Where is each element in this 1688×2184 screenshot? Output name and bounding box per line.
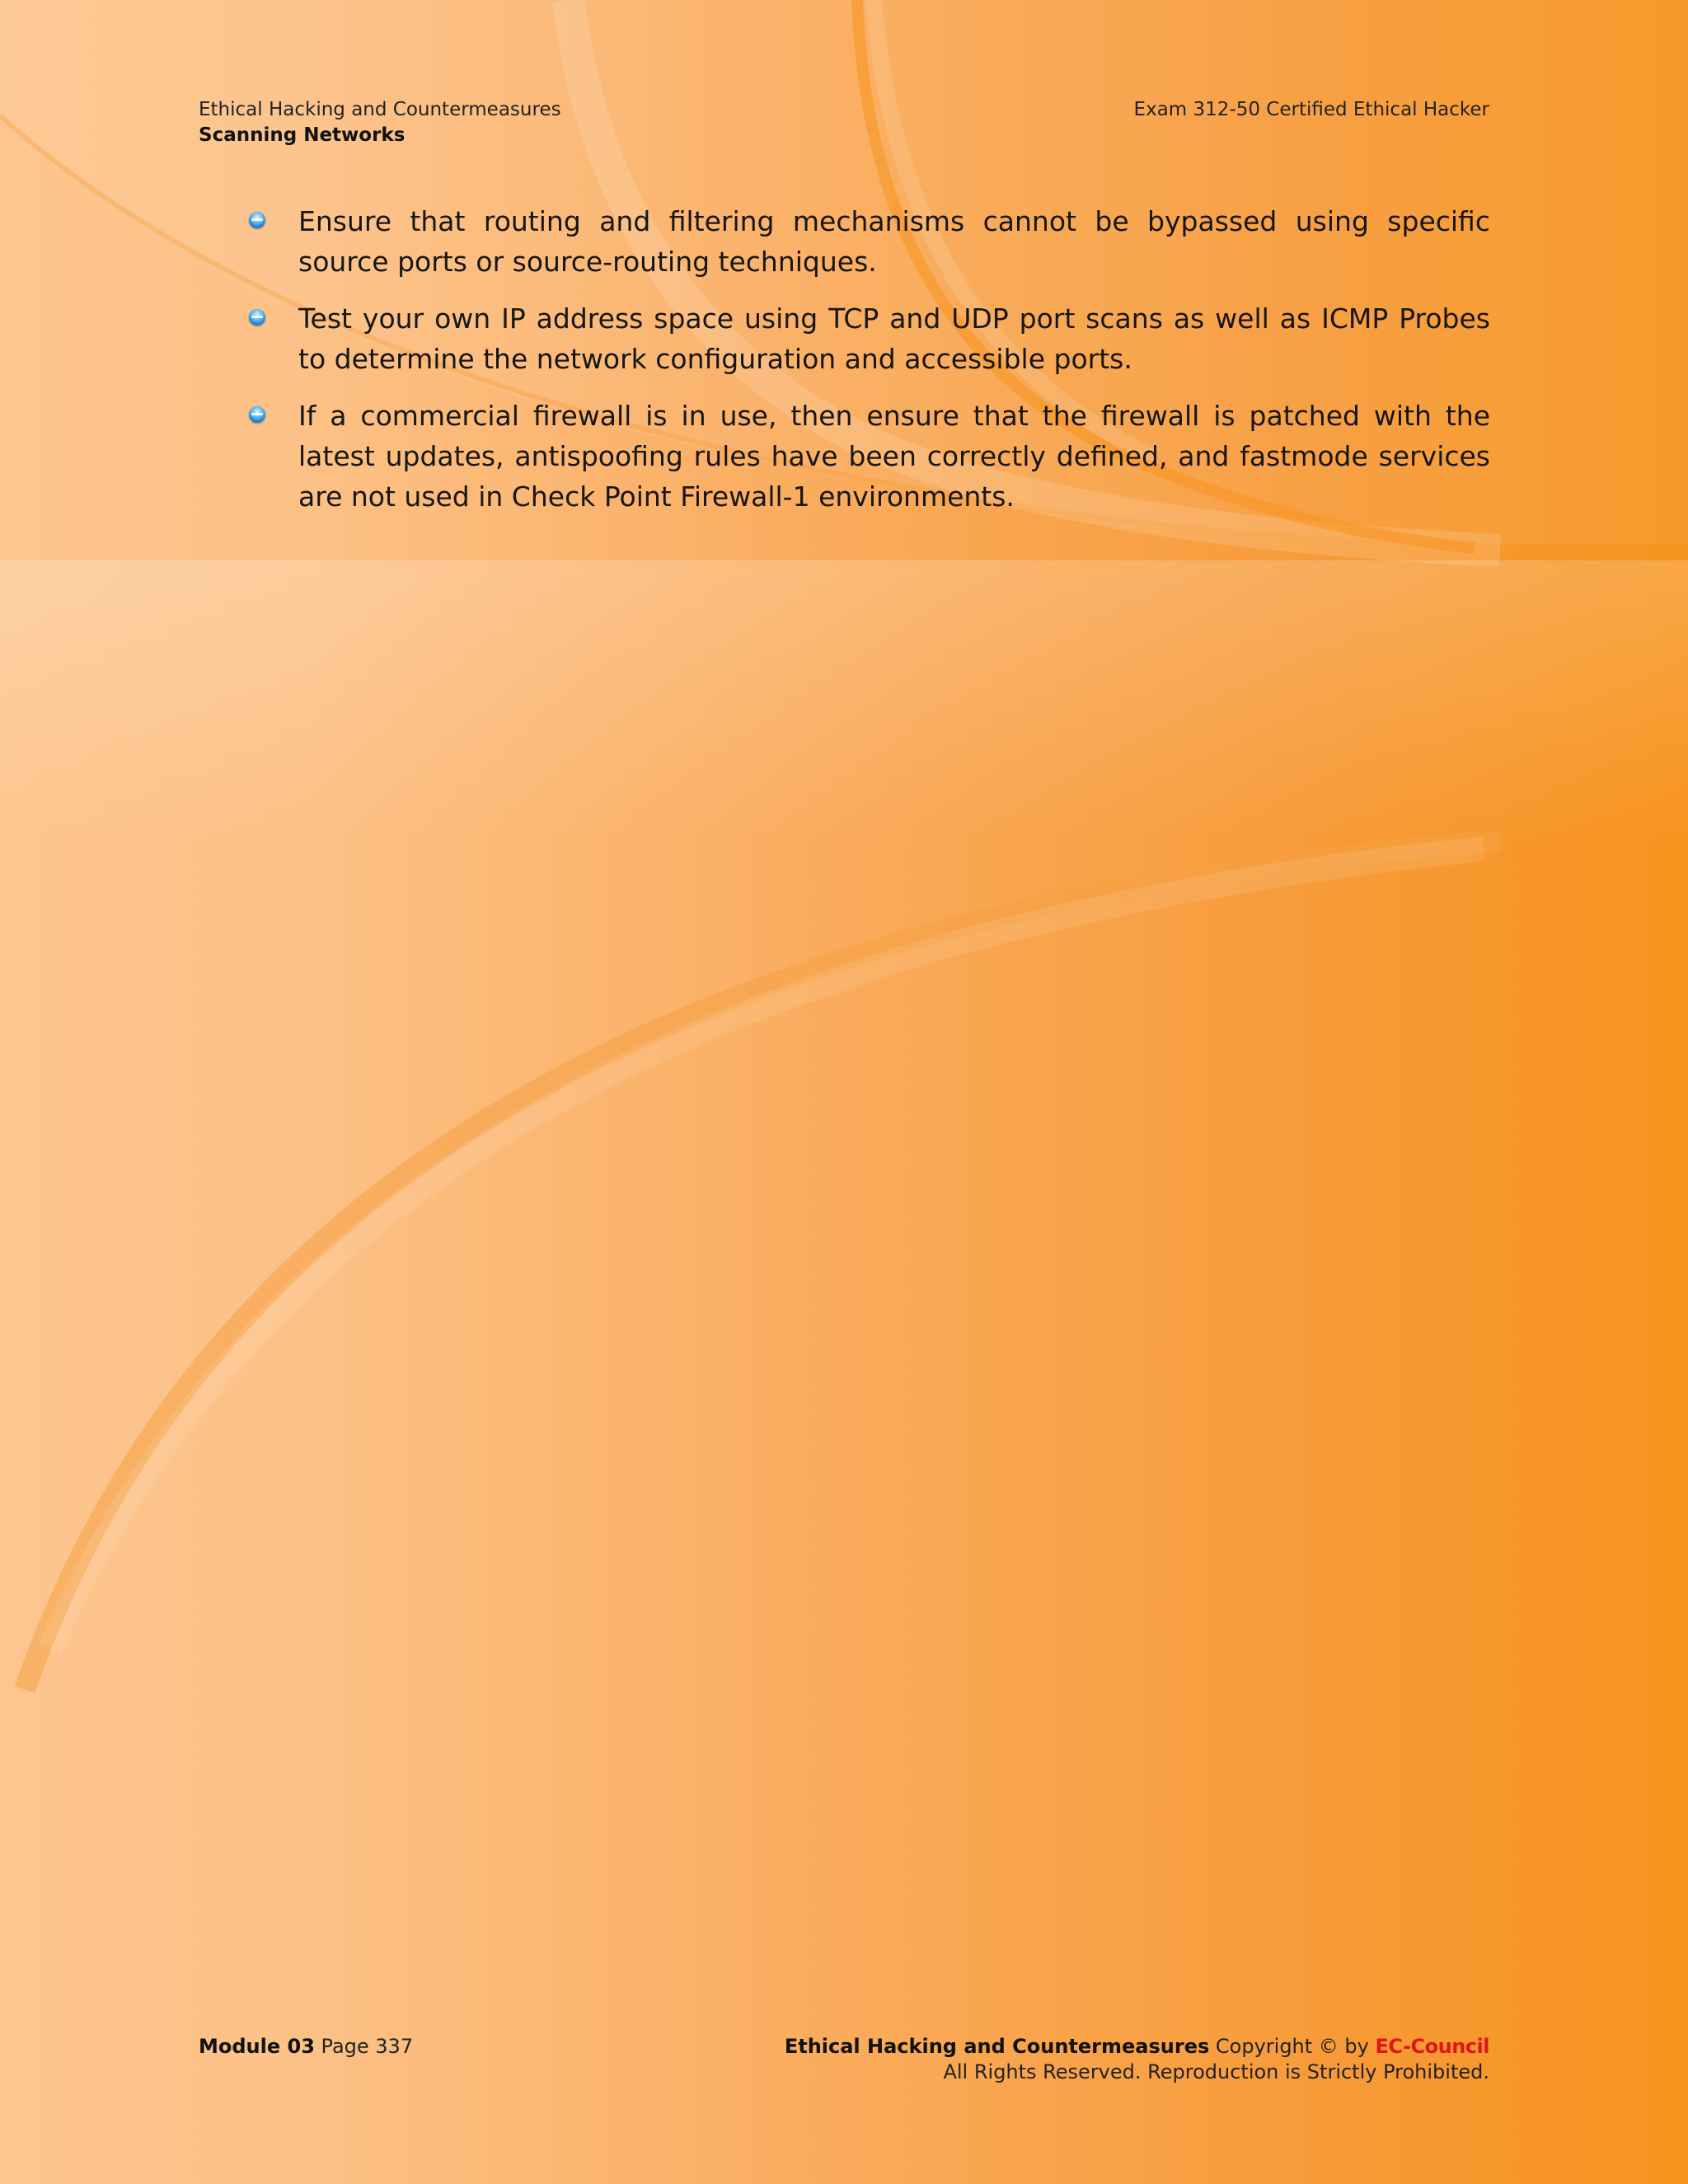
list-item <box>247 396 1490 517</box>
list-item <box>247 201 1490 282</box>
bullet-text: Test your own IP address space using TCP and UDP port scans as well as ICMP Probes to determine the network configuration and accessible ports. <box>298 302 1490 375</box>
rights-notice: All Rights Reserved. Reproduction is Strictly Prohibited. <box>943 2060 1489 2083</box>
series-title: Ethical Hacking and Countermeasures <box>199 99 561 120</box>
module-name: Scanning Networks <box>199 124 406 146</box>
page-footer-left <box>199 2034 413 2060</box>
book-title: Ethical Hacking and Countermeasures <box>784 2035 1210 2058</box>
copyright-line <box>785 2034 1489 2060</box>
bullet-icon <box>249 309 265 326</box>
bullet-icon <box>249 212 265 228</box>
bullet-text: If a commercial firewall is in use, then ensure that the firewall is patched with the latest updates, antispoofing rules have been correctly defined, and fastmode services are not used in Check Point Firewall-1 environments. <box>298 400 1490 513</box>
bullet-list <box>247 201 1490 517</box>
page-footer-right <box>785 2034 1489 2085</box>
copyright-text: Copyright © by <box>1215 2035 1369 2058</box>
list-item <box>247 298 1490 379</box>
running-header-left <box>199 97 561 148</box>
module-label: Module 03 <box>199 2035 315 2058</box>
page-number: Page 337 <box>321 2035 414 2058</box>
main-content <box>247 201 1490 533</box>
bullet-icon <box>249 406 265 423</box>
brand-logo-text: EC-Council <box>1375 2035 1489 2058</box>
bullet-text: Ensure that routing and filtering mechanisms cannot be bypassed using specific source ports or source-routing techniques. <box>298 205 1490 278</box>
exam-title: Exam 312-50 Certified Ethical Hacker <box>1133 99 1489 120</box>
